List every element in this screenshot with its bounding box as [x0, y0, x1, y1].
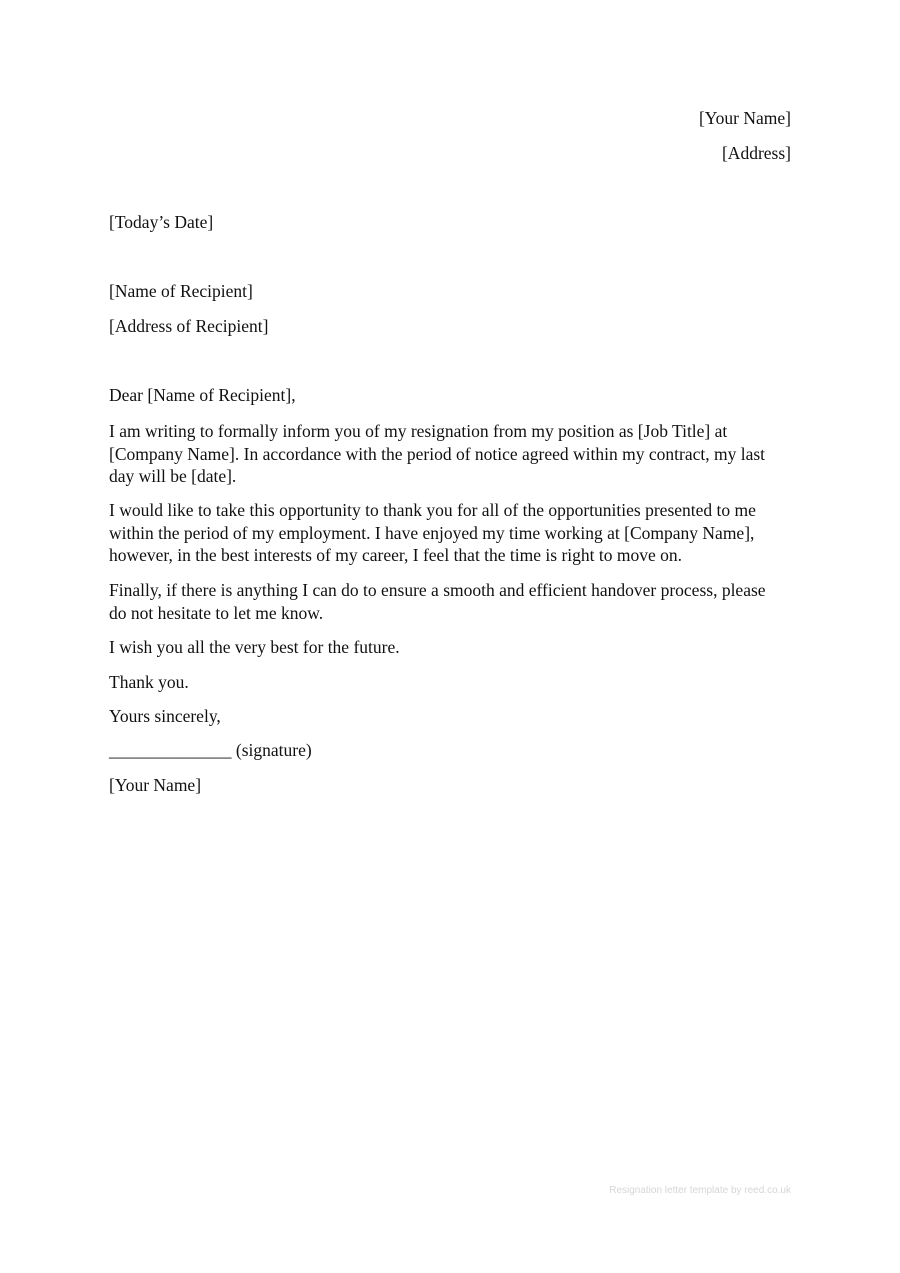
sender-name: [Your Name]: [698, 108, 791, 128]
footer-credit: Resignation letter template by reed.co.uk: [609, 1185, 791, 1196]
paragraph-line: do not hesitate to let me know.: [109, 602, 324, 623]
paragraph-thanks: [109, 499, 799, 567]
recipient-name: [Name of Recipient]: [109, 281, 253, 301]
paragraph-line: Finally, if there is anything I can do to ensure a smooth and efficient handover process, please: [109, 580, 766, 600]
salutation: Dear [Name of Recipient],: [109, 385, 296, 405]
signature-line: ______________ (signature): [109, 740, 312, 760]
paragraph-line: [Company Name]. In accordance with the period of notice agreed within my contract, my last: [109, 443, 766, 464]
letter-date: [Today’s Date]: [109, 212, 214, 232]
sender-address: [Address]: [721, 143, 791, 163]
paragraph-line: I am writing to formally inform you of my resignation from my position as [Job Title] at: [109, 421, 728, 441]
paragraph-line: day will be [date].: [109, 466, 237, 486]
paragraph-line: I would like to take this opportunity to thank you for all of the opportunities presented to me: [109, 500, 756, 520]
paragraph-line: however, in the best interests of my career, I feel that the time is right to move on.: [109, 545, 683, 565]
paragraph-handover: [109, 579, 799, 624]
recipient-address: [Address of Recipient]: [109, 316, 269, 336]
paragraph-resignation: [109, 420, 799, 488]
paragraph-thank-you: Thank you.: [109, 672, 189, 692]
signoff-name: [Your Name]: [109, 775, 202, 795]
paragraph-best-wishes: I wish you all the very best for the future.: [109, 637, 400, 657]
closing: Yours sincerely,: [109, 706, 221, 726]
paragraph-line: within the period of my employment. I have enjoyed my time working at [Company Name],: [109, 522, 755, 543]
